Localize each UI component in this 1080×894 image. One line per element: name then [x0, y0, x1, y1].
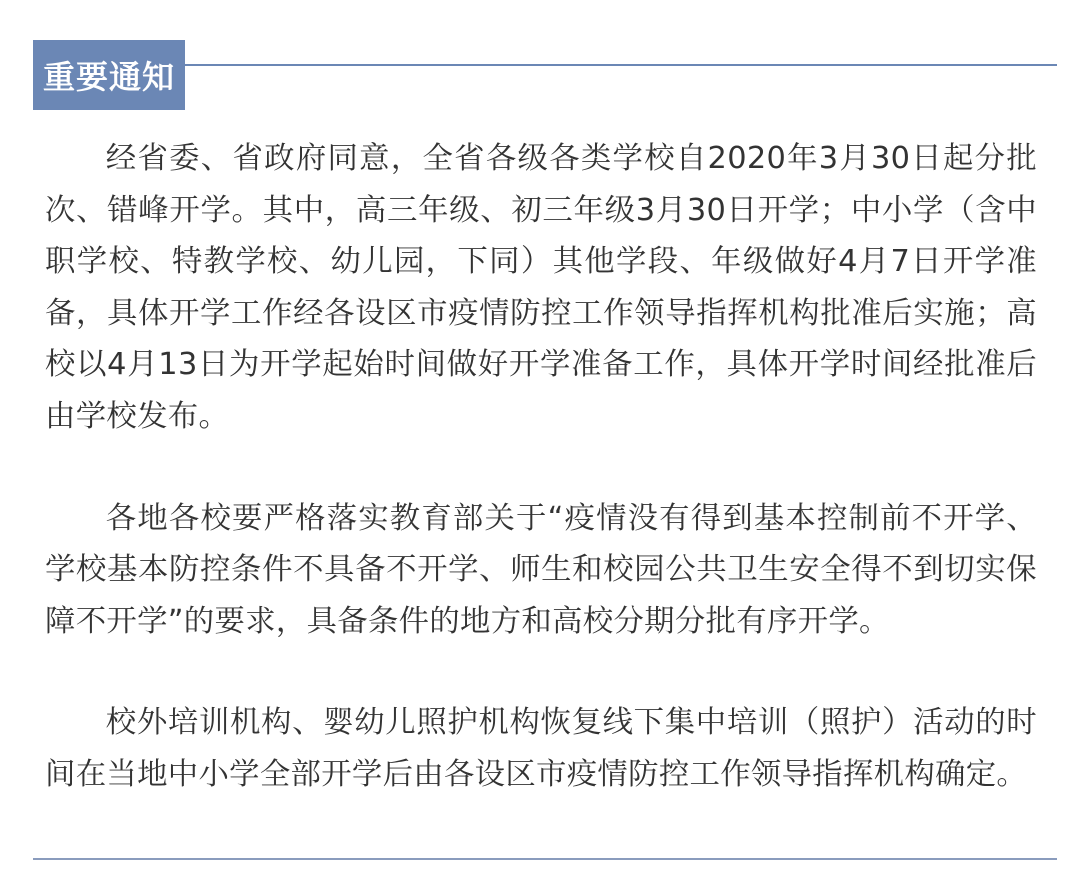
paragraph-training-institutions: 校外培训机构、婴幼儿照护机构恢复线下集中培训（照护）活动的时间在当地中小学全部开学后由各设区市疫情防控工作领导指挥机构确定。: [45, 705, 1037, 792]
paragraph-school-reopening: 经省委、省政府同意，全省各级各类学校自2020年3月30日起分批次、错峰开学。其中，高三年级、初三年级3月30日开学；中小学（含中职学校、特教学校、幼儿园，下同）其他学段、年级做好4月7日开学准备，具体开学工作经各设区市疫情防控工作领导指挥机构批准后实施；高校以4月13日为开学起始时间做好开学准备工作，具体开学时间经批准后由学校发布。: [45, 141, 1037, 434]
notice-body: [45, 133, 1037, 801]
paragraph-requirements: 各地各校要严格落实教育部关于“疫情没有得到基本控制前不开学、学校基本防控条件不具备不开学、师生和校园公共卫生安全得不到切实保障不开学”的要求，具备条件的地方和高校分期分批有序开学。: [45, 500, 1037, 639]
notice-title-box: [33, 40, 185, 110]
footer-divider: [33, 858, 1057, 860]
header-divider: [185, 64, 1057, 66]
notice-header: [33, 40, 1057, 110]
notice-title: 重要通知: [42, 58, 175, 96]
